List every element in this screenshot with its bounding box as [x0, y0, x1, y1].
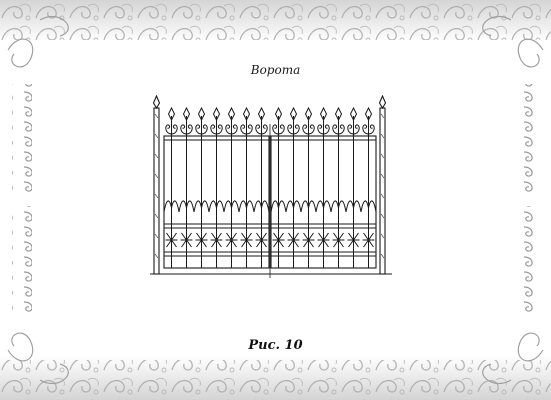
left-post [154, 108, 159, 274]
page-title: Ворота [250, 63, 301, 77]
left-post-finial [154, 96, 160, 108]
figure-caption: Рис. 10 [248, 338, 303, 353]
right-post-finial [380, 96, 386, 108]
gate-drawing [148, 94, 394, 284]
right-post [380, 108, 385, 274]
